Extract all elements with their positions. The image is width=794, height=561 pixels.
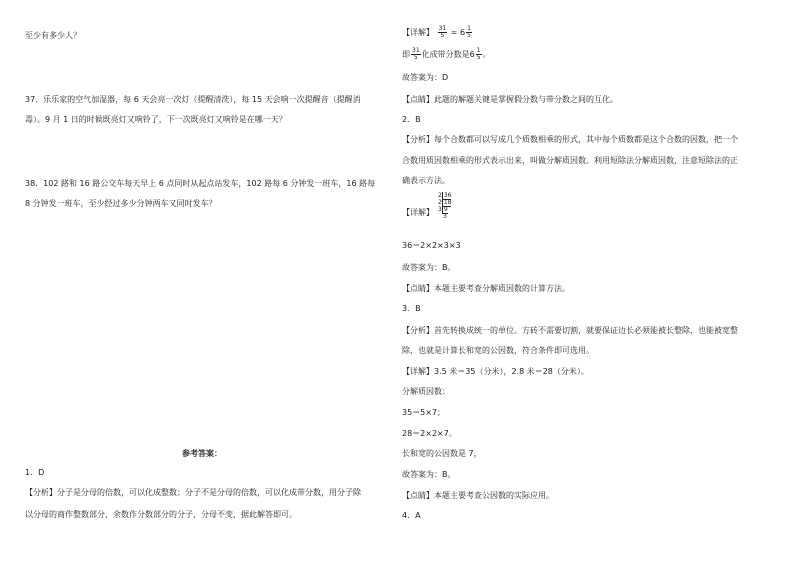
answer-1-analysis-line-1: 【分析】分子是分母的倍数，可以化成整数；分子不是分母的倍数，可以化成带分数，用分子除	[25, 488, 361, 497]
answer-2-final: 故答案为：B。	[402, 263, 456, 272]
answer-3-label: 3．B	[402, 304, 421, 313]
answer-3-comment: 【点睛】本题主要考查公因数的实际应用。	[402, 491, 554, 500]
answer-2-comment: 【点睛】本题主要考查分解质因数的计算方法。	[402, 284, 570, 293]
answer-2-equation: 36＝2×2×3×3	[402, 241, 461, 250]
answer-2-label: 2．B	[402, 115, 421, 124]
ladder-row: 3	[443, 213, 447, 220]
question-37-line-2: 毒）。9 月 1 日的时候既亮灯又响铃了，下一次既亮灯又响铃是在哪一天？	[25, 115, 287, 124]
ladder-row: 3 9	[438, 206, 448, 213]
answer-1-label: 1．D	[25, 468, 45, 477]
question-38-line-1: 38．102 路和 16 路公交车每天早上 6 点同时从起点站发车，102 路每 6 分钟发一班车，16 路每	[25, 179, 376, 188]
fraction-1-5-inline: $\frac{1}{5}$	[476, 47, 481, 61]
answer-1-final: 故答案为：D	[402, 73, 449, 82]
ladder-row: 2 36	[438, 192, 452, 199]
answer-heading: 参考答案：	[182, 449, 222, 458]
answer-3-equation-1: 35＝5×7；	[402, 408, 446, 417]
answer-2-analysis-line-2: 合数用质因数相乘的形式表示出来，叫做分解质因数。利用短除法分解质因数，注意短除法的正	[402, 156, 738, 165]
equals-sign: =	[450, 28, 458, 37]
answer-2-analysis-line-1: 【分析】每个合数都可以写成几个质数相乘的形式，其中每个质数都是这个合数的因数，把一个	[402, 135, 738, 144]
answer-3-analysis-line-1: 【分析】首先转换成统一的单位。方砖不需要切割，就要保证边长必须能被长整除，也能被宽整	[402, 326, 738, 335]
answer-1-detail	[402, 26, 473, 39]
fraction-31-5-inline: $\frac{31}{5}$	[412, 47, 420, 61]
fraction-31-5: $\frac{31}{5}$	[438, 25, 447, 39]
answer-3-equation-2: 28＝2×2×7。	[402, 429, 457, 438]
answer-3-analysis-line-2: 除，也就是计算长和宽的公因数，符合条件即可选用。	[402, 346, 594, 355]
detail-label: 【详解】	[402, 28, 434, 37]
answer-3-detail: 【详解】3.5 米＝35（分米），2.8 米＝28（分米）。	[402, 367, 589, 376]
answer-1-sentence: 即 $\frac{31}{5}$ 化成带分数是6 $\frac{1}{5}$ 。	[402, 47, 491, 61]
answer-2-analysis-line-3: 确表示方法。	[402, 176, 450, 185]
answer-1-analysis-line-2: 以分母的商作整数部分，余数作分数部分的分子，分母不变，据此解答即可。	[25, 510, 297, 519]
answer-3-common-factor: 长和宽的公因数是 7，	[402, 449, 482, 458]
answer-3-final: 故答案为：B。	[402, 470, 456, 479]
answer-3-factor-label: 分解质因数：	[402, 387, 450, 396]
answer-2-detail-label: 【详解】	[402, 208, 434, 217]
question-37-line-1: 37．乐乐家的空气加湿器，每 6 天会亮一次灯（提醒清洗），每 15 天会响一次提醒音（提醒消	[25, 95, 361, 104]
ladder-row: 2 18	[438, 199, 452, 206]
fraction-1-5: $\frac{1}{5}$	[467, 25, 471, 39]
answer-4-label: 4．A	[402, 511, 421, 520]
short-division-ladder	[438, 192, 451, 220]
question-38-line-2: 8 分钟发一班车，至少经过多少分钟两车又同时发车？	[25, 199, 217, 208]
mixed-whole: 6	[459, 28, 466, 37]
answer-1-comment: 【点睛】此题的解题关键是掌握假分数与带分数之间的互化。	[402, 95, 618, 104]
question-36-tail: 至少有多少人？	[25, 31, 81, 40]
